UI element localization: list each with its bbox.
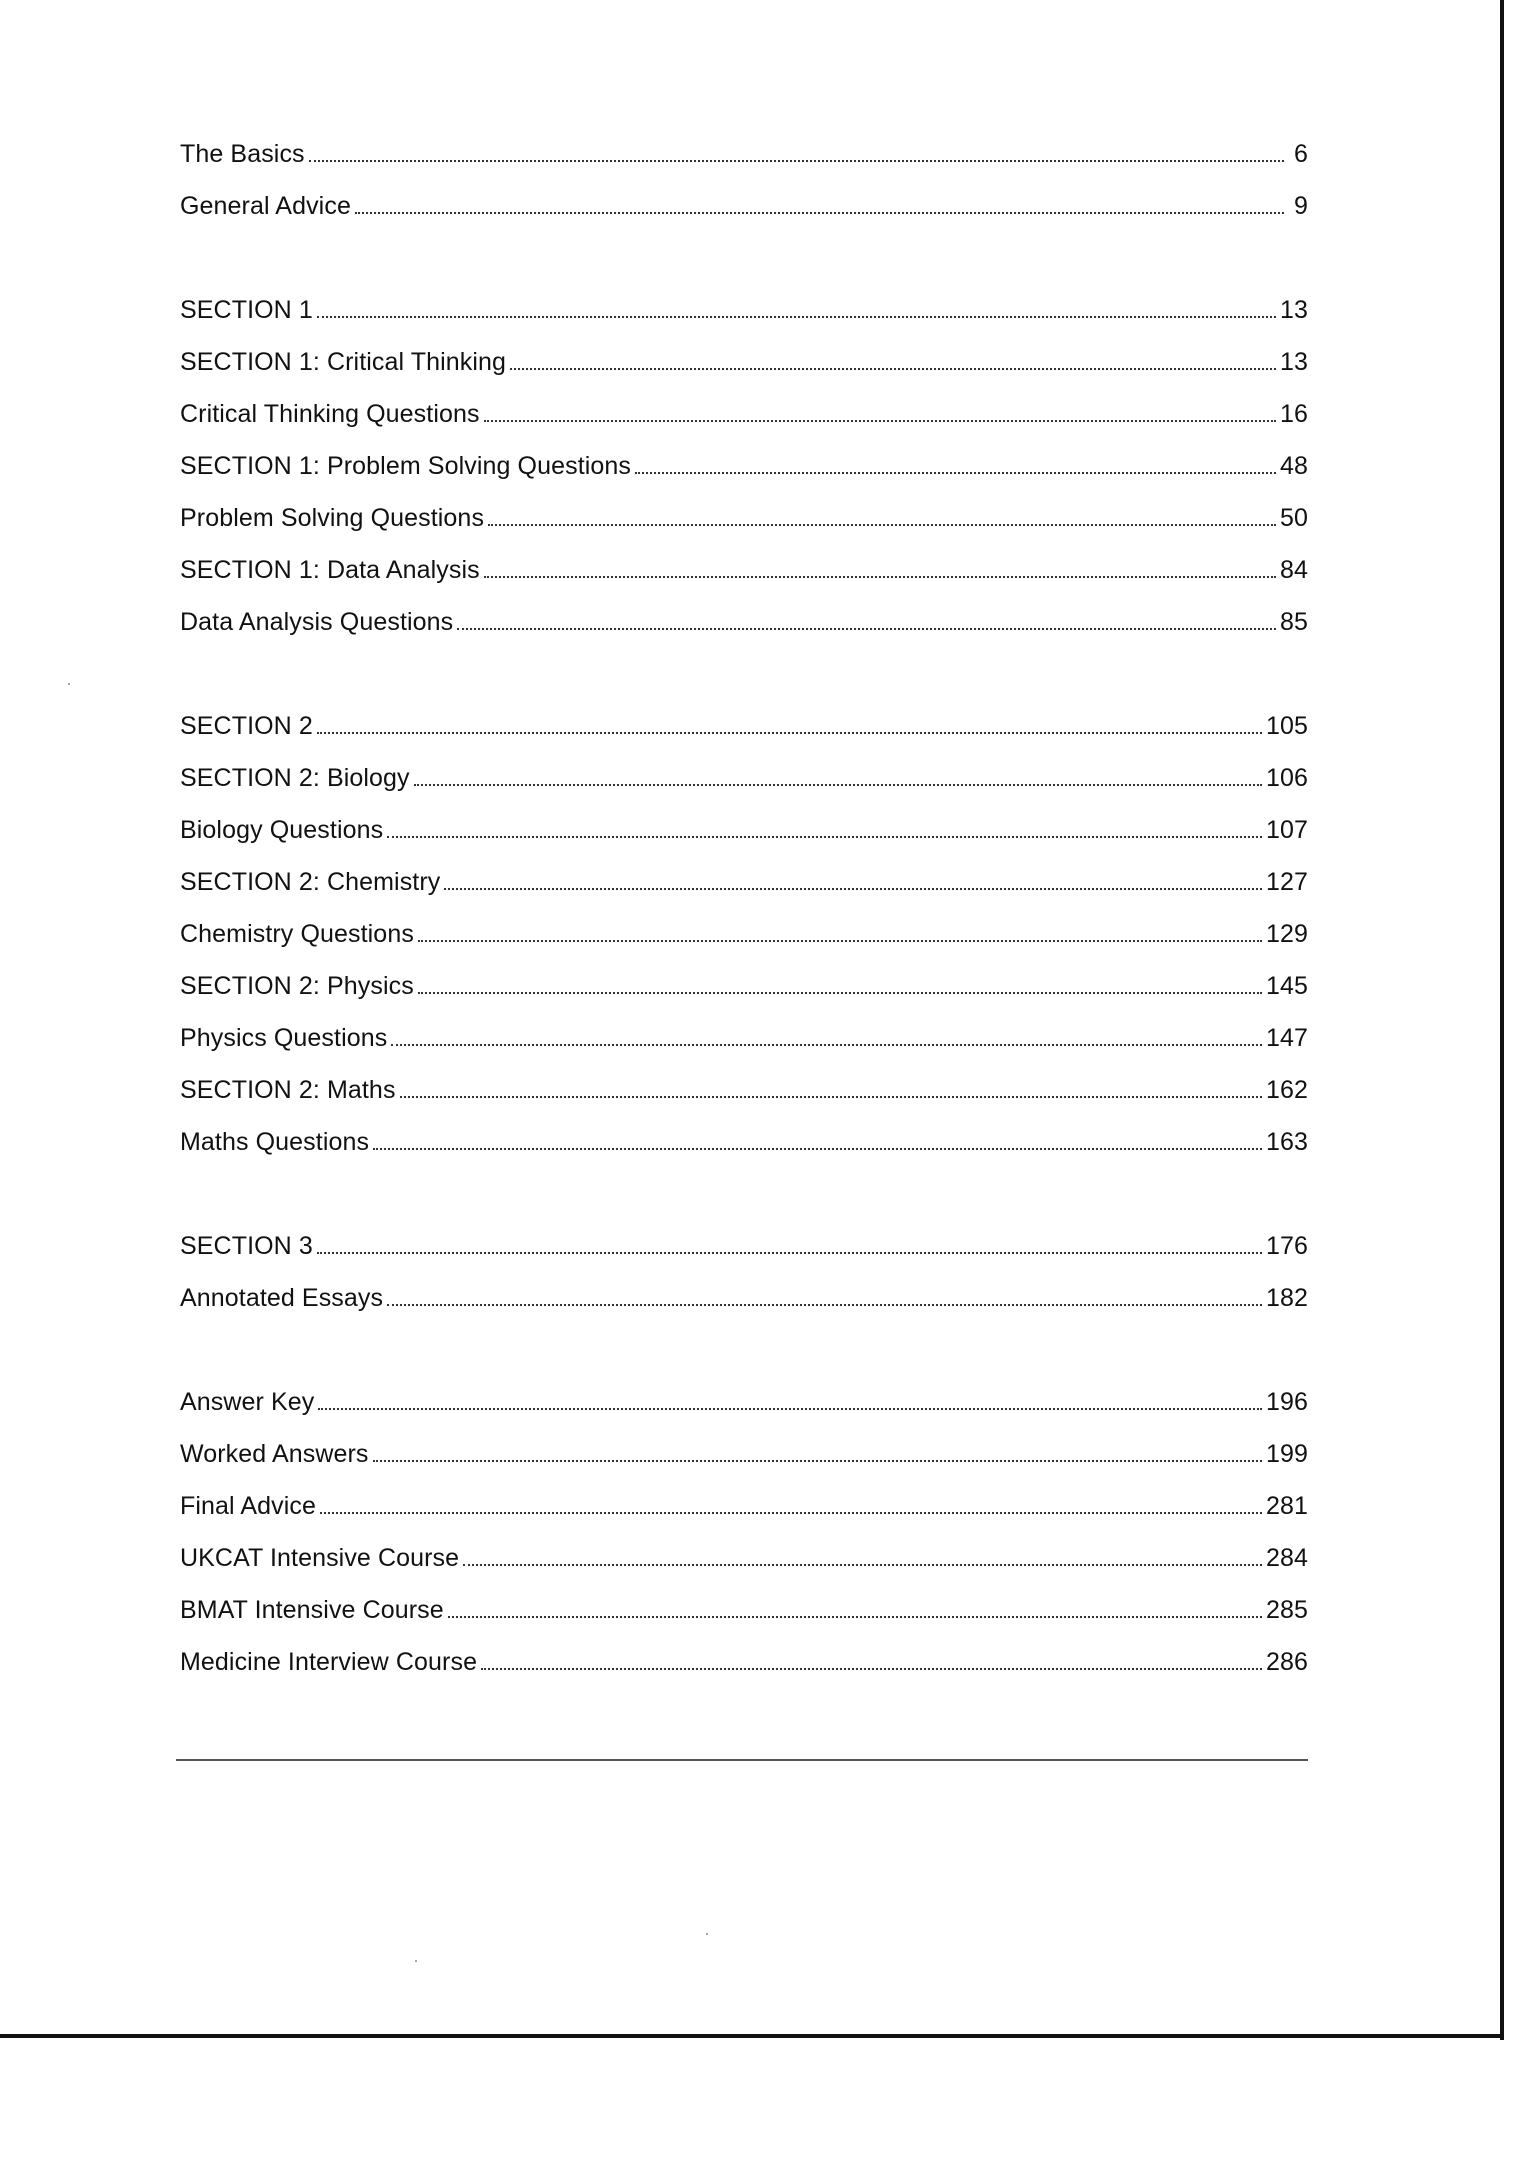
toc-entry-page: 85 [1279, 608, 1308, 636]
toc-entry-page: 48 [1279, 452, 1308, 480]
scan-edge-bottom [0, 2034, 1502, 2038]
toc-entry-title: Answer Key [180, 1388, 315, 1416]
toc-entry-title: Medicine Interview Course [180, 1648, 478, 1676]
toc-dot-leader [414, 784, 1262, 786]
toc-dot-leader [448, 1616, 1262, 1618]
toc-entry-title: Chemistry Questions [180, 920, 414, 948]
toc-entry-title: Physics Questions [180, 1024, 388, 1052]
toc-entry-title: SECTION 1: Critical Thinking [180, 348, 507, 376]
scan-edge-right [1500, 0, 1504, 2040]
toc-dot-leader [391, 1044, 1262, 1046]
toc-dot-leader [317, 316, 1276, 318]
toc-entry-title: Final Advice [180, 1492, 316, 1520]
toc-entry-page: 16 [1279, 400, 1308, 428]
toc-dot-leader [635, 472, 1276, 474]
toc-dot-leader [317, 1252, 1262, 1254]
toc-entry[interactable] [180, 128, 1308, 180]
toc-entry-title: UKCAT Intensive Course [180, 1544, 460, 1572]
toc-entry-page: 106 [1265, 764, 1308, 792]
toc-entry-page: 129 [1265, 920, 1308, 948]
toc-entry[interactable] [180, 1636, 1308, 1688]
toc-entry[interactable] [180, 1272, 1308, 1324]
toc-dot-leader [355, 212, 1284, 214]
toc-entry-page: 147 [1265, 1024, 1308, 1052]
toc-entry-page: 196 [1265, 1388, 1308, 1416]
table-of-contents [180, 128, 1308, 1740]
toc-entry-title: Maths Questions [180, 1128, 370, 1156]
toc-entry-title: SECTION 2: Biology [180, 764, 410, 792]
toc-dot-leader [484, 420, 1276, 422]
toc-entry[interactable] [180, 1064, 1308, 1116]
toc-dot-leader [400, 1096, 1262, 1098]
toc-entry-title: Data Analysis Questions [180, 608, 454, 636]
toc-entry-title: SECTION 2: Maths [180, 1076, 396, 1104]
toc-entry-title: BMAT Intensive Course [180, 1596, 444, 1624]
toc-group-intro [180, 128, 1308, 232]
toc-dot-leader [373, 1460, 1262, 1462]
toc-dot-leader [444, 888, 1262, 890]
toc-dot-leader [418, 992, 1262, 994]
toc-entry-page: 285 [1265, 1596, 1308, 1624]
toc-dot-leader [320, 1512, 1262, 1514]
toc-group-section-2 [180, 700, 1308, 1168]
toc-dot-leader [318, 1408, 1262, 1410]
toc-entry-page: 50 [1279, 504, 1308, 532]
toc-dot-leader [373, 1148, 1262, 1150]
toc-dot-leader [481, 1668, 1262, 1670]
toc-entry-page: 127 [1265, 868, 1308, 896]
toc-entry-page: 107 [1265, 816, 1308, 844]
toc-entry-page: 284 [1265, 1544, 1308, 1572]
toc-entry[interactable] [180, 336, 1308, 388]
scan-speck [68, 683, 70, 685]
toc-entry[interactable] [180, 960, 1308, 1012]
toc-entry-title: SECTION 2: Chemistry [180, 868, 441, 896]
toc-entry[interactable] [180, 544, 1308, 596]
toc-entry-title: SECTION 2 [180, 712, 313, 740]
toc-dot-leader [309, 160, 1284, 162]
toc-entry-title: Worked Answers [180, 1440, 369, 1468]
toc-entry[interactable] [180, 440, 1308, 492]
toc-entry[interactable] [180, 1532, 1308, 1584]
toc-entry[interactable] [180, 596, 1308, 648]
toc-entry[interactable] [180, 1220, 1308, 1272]
toc-entry-title: Problem Solving Questions [180, 504, 485, 532]
toc-entry[interactable] [180, 284, 1308, 336]
toc-dot-leader [510, 368, 1276, 370]
toc-dot-leader [463, 1564, 1262, 1566]
toc-entry[interactable] [180, 180, 1308, 232]
toc-entry-page: 6 [1293, 140, 1308, 168]
toc-entry[interactable] [180, 752, 1308, 804]
toc-entry[interactable] [180, 1116, 1308, 1168]
toc-entry-title: SECTION 1: Data Analysis [180, 556, 480, 584]
toc-group-appendix [180, 1376, 1308, 1688]
toc-dot-leader [387, 836, 1262, 838]
toc-entry-title: SECTION 2: Physics [180, 972, 414, 1000]
toc-dot-leader [488, 524, 1276, 526]
toc-group-section-1 [180, 284, 1308, 648]
toc-group-section-3 [180, 1220, 1308, 1324]
toc-entry-page: 163 [1265, 1128, 1308, 1156]
toc-entry-page: 105 [1265, 712, 1308, 740]
toc-entry[interactable] [180, 1376, 1308, 1428]
toc-entry-page: 13 [1279, 296, 1308, 324]
toc-entry[interactable] [180, 700, 1308, 752]
toc-entry[interactable] [180, 1480, 1308, 1532]
toc-entry[interactable] [180, 1428, 1308, 1480]
toc-entry[interactable] [180, 1584, 1308, 1636]
toc-entry-page: 162 [1265, 1076, 1308, 1104]
toc-entry-title: SECTION 1: Problem Solving Questions [180, 452, 631, 480]
toc-entry[interactable] [180, 856, 1308, 908]
toc-entry-title: SECTION 1 [180, 296, 313, 324]
toc-dot-leader [484, 576, 1276, 578]
toc-entry[interactable] [180, 804, 1308, 856]
toc-entry[interactable] [180, 908, 1308, 960]
footer-rule [176, 1759, 1308, 1761]
toc-entry-page: 281 [1265, 1492, 1308, 1520]
toc-entry-title: SECTION 3 [180, 1232, 313, 1260]
toc-entry[interactable] [180, 388, 1308, 440]
toc-entry-title: General Advice [180, 192, 351, 220]
toc-entry-title: The Basics [180, 140, 305, 168]
toc-entry-title: Critical Thinking Questions [180, 400, 480, 428]
toc-dot-leader [457, 628, 1276, 630]
toc-entry-page: 84 [1279, 556, 1308, 584]
toc-entry-title: Biology Questions [180, 816, 384, 844]
toc-entry-page: 9 [1293, 192, 1308, 220]
toc-entry-page: 286 [1265, 1648, 1308, 1676]
toc-dot-leader [387, 1304, 1262, 1306]
scan-speck [415, 1960, 417, 1962]
toc-entry-page: 13 [1279, 348, 1308, 376]
toc-entry-page: 199 [1265, 1440, 1308, 1468]
toc-entry-page: 176 [1265, 1232, 1308, 1260]
scan-speck [706, 1933, 708, 1935]
toc-entry[interactable] [180, 492, 1308, 544]
toc-dot-leader [418, 940, 1262, 942]
toc-dot-leader [317, 732, 1262, 734]
toc-entry-page: 182 [1265, 1284, 1308, 1312]
toc-entry[interactable] [180, 1012, 1308, 1064]
toc-entry-page: 145 [1265, 972, 1308, 1000]
toc-entry-title: Annotated Essays [180, 1284, 384, 1312]
